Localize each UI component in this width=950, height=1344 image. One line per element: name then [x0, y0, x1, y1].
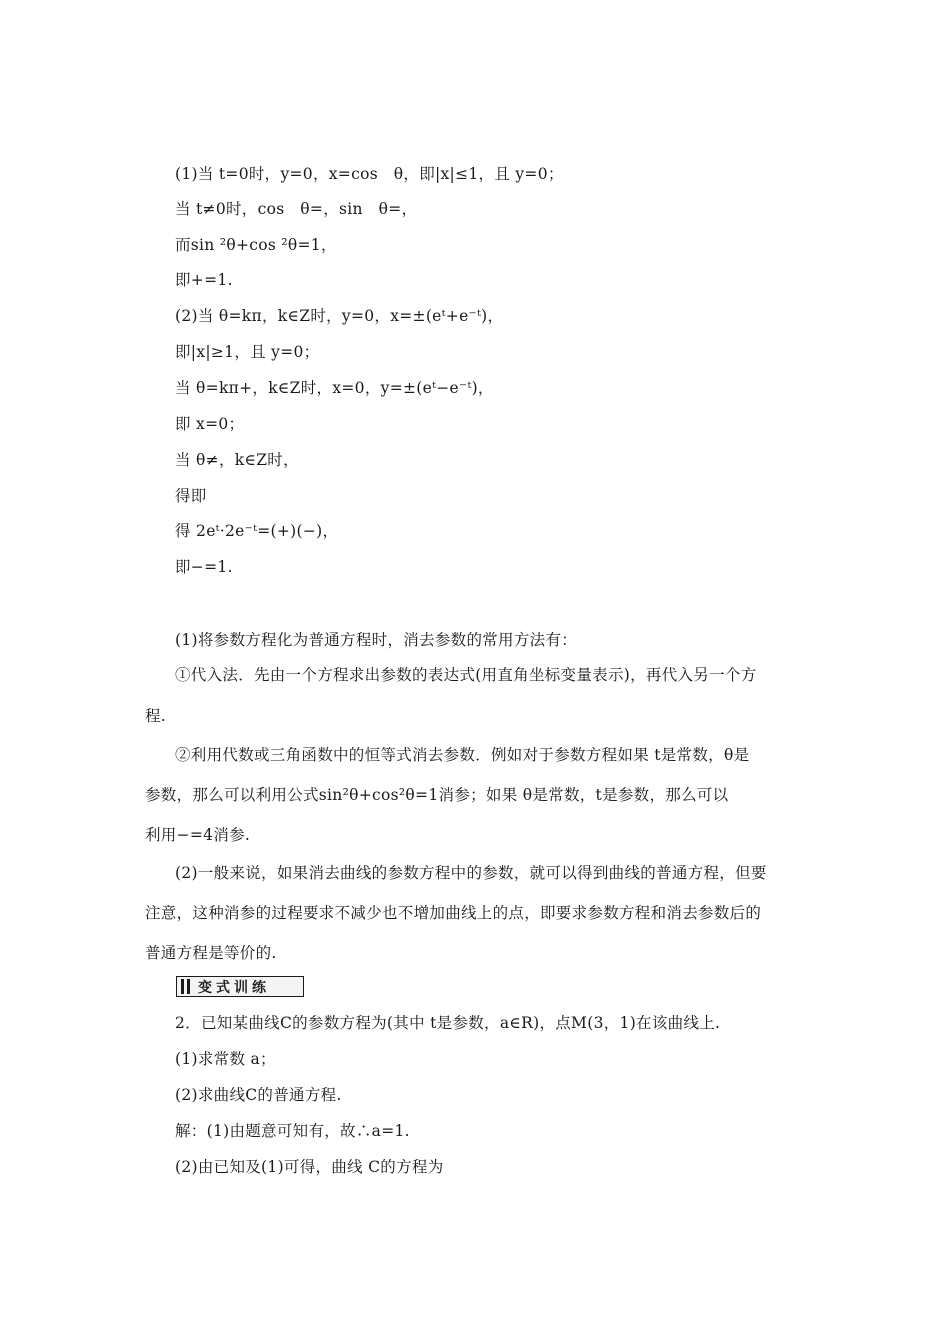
solution-line-9: 当 θ≠，k∈Z时， — [175, 451, 299, 469]
summary-method-2-line-1: ②利用代数或三角函数中的恒等式消去参数．例如对于参数方程如果 t是常数，θ是 — [175, 746, 750, 764]
banner-label: 变式训练 — [198, 979, 270, 996]
exercise-answer-1: 解：(1)由题意可知有，故∴a=1. — [175, 1122, 410, 1140]
solution-line-10: 得即 — [175, 487, 207, 505]
exercise-subquestion-2: (2)求曲线C的普通方程. — [175, 1086, 342, 1104]
summary-method-1-line-2: 程. — [145, 707, 167, 725]
summary-note-line-1: (2)一般来说，如果消去曲线的参数方程中的参数，就可以得到曲线的普通方程，但要 — [175, 864, 767, 882]
solution-line-12: 即−=1. — [175, 558, 233, 576]
solution-line-5: (2)当 θ=kπ，k∈Z时，y=0，x=±(eᵗ+e⁻ᵗ)， — [175, 307, 504, 325]
solution-line-7: 当 θ=kπ+，k∈Z时，x=0，y=±(eᵗ−e⁻ᵗ)， — [175, 379, 494, 397]
solution-line-6: 即|x|≥1，且 y=0； — [175, 343, 320, 361]
solution-line-4: 即+=1. — [175, 271, 233, 289]
exercise-subquestion-1: (1)求常数 a； — [175, 1050, 276, 1068]
summary-note-line-2: 注意，这种消参的过程要求不减少也不增加曲线上的点，即要求参数方程和消去参数后的 — [145, 904, 762, 922]
exercise-answer-2: (2)由已知及(1)可得，曲线 C的方程为 — [175, 1158, 444, 1176]
solution-line-3: 而sin ²θ+cos ²θ=1， — [175, 236, 337, 254]
exercise-question: 2．已知某曲线C的参数方程为(其中 t是参数，a∈R)，点M(3，1)在该曲线上. — [175, 1014, 721, 1032]
summary-intro: (1)将参数方程化为普通方程时，消去参数的常用方法有： — [175, 631, 578, 649]
summary-note-line-3: 普通方程是等价的. — [145, 944, 277, 962]
summary-method-1-line-1: ①代入法．先由一个方程求出参数的表达式(用直角坐标变量表示)，再代入另一个方 — [175, 666, 757, 684]
summary-method-2-line-3: 利用−=4消参. — [145, 826, 251, 844]
solution-line-2: 当 t≠0时，cos θ=，sin θ=， — [175, 200, 418, 218]
solution-line-1: (1)当 t=0时，y=0，x=cos θ，即|x|≤1，且 y=0； — [175, 165, 564, 183]
solution-line-8: 即 x=0； — [175, 415, 245, 433]
summary-method-2-line-2: 参数，那么可以利用公式sin²θ+cos²θ=1消参；如果 θ是常数，t是参数，那么可以 — [145, 786, 729, 804]
solution-line-11: 得 2eᵗ·2e⁻ᵗ=(+)(−)， — [175, 522, 339, 540]
variant-training-banner — [176, 976, 304, 997]
banner-bars-icon — [181, 979, 190, 994]
